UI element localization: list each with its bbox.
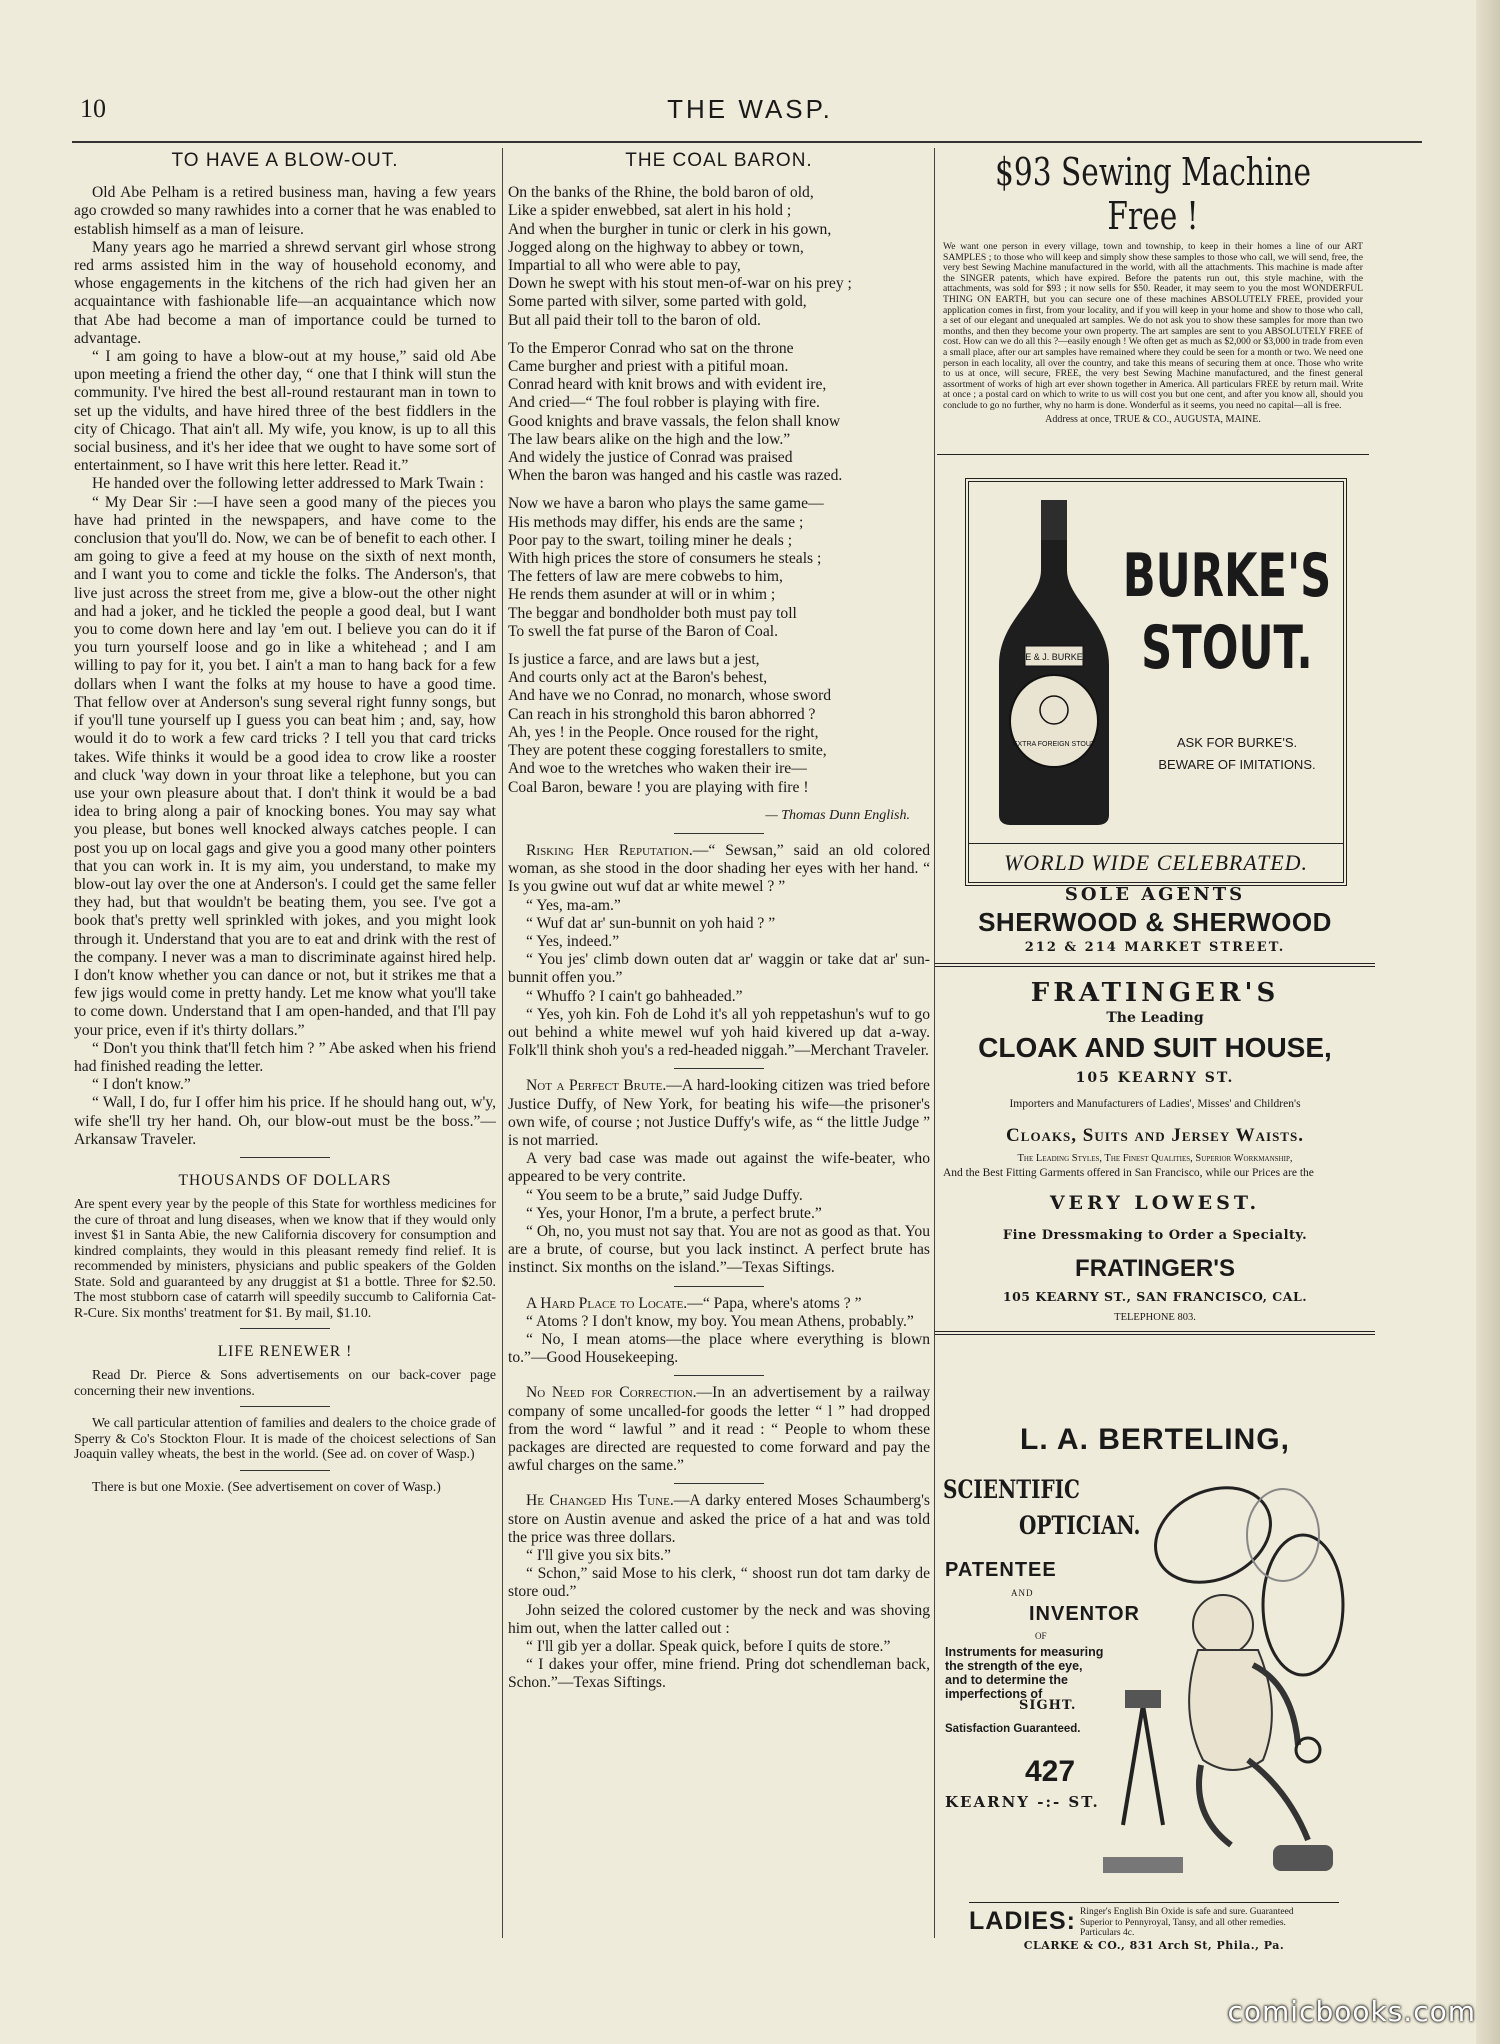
fratinger-address: 105 KEARNY ST.: [1075, 1070, 1235, 1086]
anecdote: [508, 1077, 930, 1277]
poem-line: Like a spider enwebbed, sat alert in his hold ;: [508, 202, 792, 220]
page-header: [80, 94, 1420, 134]
berteling-name: L. A. BERTELING,: [1020, 1423, 1290, 1456]
anecdote: [508, 1295, 930, 1368]
poem-line: And widely the justice of Conrad was praised: [508, 449, 793, 467]
fratinger-name2: FRATINGER'S: [1075, 1255, 1235, 1282]
berteling-sight: SIGHT.: [1019, 1698, 1077, 1713]
burke-beware-text: BEWARE OF IMITATIONS.: [1158, 757, 1316, 772]
anecdote-paragraph: [508, 1295, 930, 1313]
anecdote-paragraph: [508, 842, 930, 897]
poem-line: On the banks of the Rhine, the bold baron of old,: [508, 184, 814, 202]
poem-line: His methods may differ, his ends are the same ;: [508, 513, 804, 531]
sherwood-name: SHERWOOD & SHERWOOD: [978, 907, 1332, 937]
burke-ask: [1137, 732, 1337, 776]
berteling-inventor: INVENTOR: [1029, 1603, 1140, 1625]
anecdote-heading: No Need for Correction.: [526, 1384, 697, 1402]
column-ads: [935, 148, 1375, 1958]
anecdote-paragraph: “ Schon,” said Mose to his clerk, “ shoost run dot tam darky de store oud.”: [508, 1565, 930, 1601]
anecdote-paragraph: “ I'll gib yer a dollar. Speak quick, before I quits de store.”: [526, 1638, 891, 1656]
ladies-text: Ringer's English Bin Oxide is safe and sure. Guaranteed Superior to Pennyroyal, Tansy, and all other remedies. Particulars 4c.: [1080, 1907, 1294, 1938]
poem-stanza: [508, 651, 930, 797]
bottle-sub-text: EXTRA FOREIGN STOUT: [1012, 741, 1096, 748]
poem-line: The law bears alike on the high and the low.”: [508, 430, 791, 448]
divider: [674, 1483, 764, 1484]
ladies-word: LADIES:: [969, 1907, 1076, 1935]
anecdote-text: —A darky entered Moses Schaumberg's store on Austin avenue and asked the price of a hat and was told the price was three dollars.: [508, 1492, 930, 1546]
burke-slogan: WORLD WIDE CELEBRATED.: [969, 843, 1343, 876]
anecdote-paragraph: [508, 1384, 930, 1475]
poem-line: When the baron was hanged and his castle was razed.: [508, 467, 843, 485]
divider: [674, 1375, 764, 1376]
anecdote-paragraph: “ Oh, no, you must not say that. You are not as good as that. You are a brute, of course, but you lack instinct. A perfect brute has instinct. Six months on the island.”—Texas Siftings.: [508, 1222, 930, 1277]
ad-divider: [935, 1331, 1375, 1335]
anecdote: [508, 1492, 930, 1692]
anecdote-paragraph: “ You jes' climb down outen dat ar' waggin or take dat ar' sun-bunnit offen you.”: [508, 951, 930, 987]
paragraph: “ Wall, I do, fur I offer him his price. If he should hang out, w'y, wife she'll try her hand. Oh, our blow-out must be the boss.”—Arkansaw Traveler.: [74, 1094, 496, 1148]
fratinger-title: FRATINGER'S: [1030, 978, 1280, 1008]
poem-line: Now we have a baron who plays the same game—: [508, 495, 824, 513]
page-edge: [1476, 0, 1500, 2044]
cherub-with-lenses-icon: [1103, 1465, 1363, 1885]
column-middle: [508, 148, 930, 1938]
paragraph: He handed over the following letter addressed to Mark Twain :: [92, 475, 484, 493]
poem-line: And woe to the wretches who waken their ire—: [508, 760, 807, 778]
anecdote-text: —In an advertisement by a railway company of some uncalled-for goods the letter “ l ” had dropped from the word “ lawful ” and it read : “ People to whom these packages are directed are requested to come forward and pay the awful charges on the same.”: [508, 1384, 930, 1475]
ad-berteling: [935, 1423, 1375, 1943]
berteling-scientific: SCIENTIFIC: [943, 1475, 1080, 1504]
ad-sewing-machine: [937, 150, 1369, 455]
poem-line: Conrad heard with knit brows and with evident ire,: [508, 376, 827, 394]
anecdote-paragraph: [508, 1492, 930, 1547]
berteling-optician: OPTICIAN.: [1019, 1511, 1141, 1540]
berteling-satisfaction: Satisfaction Guaranteed.: [945, 1723, 1081, 1735]
anecdote-paragraph: John seized the colored customer by the neck and was shoving him out, when the latter called out :: [508, 1601, 930, 1637]
divider: [240, 1157, 330, 1158]
poem-stanza: [508, 495, 930, 641]
burke-ask-text: ASK FOR BURKE'S.: [1176, 735, 1298, 750]
anecdote-paragraph: A very bad case was made out against the wife-beater, who appeared to be very contrite.: [508, 1150, 930, 1186]
fratinger-styles: The Leading Styles, The Finest Qualities, Superior Workmanship,: [1017, 1153, 1293, 1164]
anecdote-heading: He Changed His Tune.: [526, 1492, 674, 1510]
berteling-and: AND: [1011, 1588, 1034, 1598]
paragraph: “ I don't know.”: [92, 1076, 191, 1094]
sherwood-agents: SOLE AGENTS: [1064, 884, 1246, 905]
anecdote-heading: Not a Perfect Brute.: [526, 1077, 667, 1095]
burke-line2: STOUT.: [1141, 613, 1313, 683]
watermark: comicbooks.com: [1227, 1995, 1476, 2028]
poem-line: To swell the fat purse of the Baron of Coal.: [508, 622, 778, 640]
thousands-text: Are spent every year by the people of this State for worthless medicines for the cure of throat and lung diseases, when we know that if they would only invest $1 in Santa Abie, the new California discovery for consumption and kindred complaints, they would in this pleasant remedy find relief. It is recommended by ministers, physicians and public speakers of the Golden State. Sold and guaranteed by any druggist at $1 a bottle. Three for $2.50. The most stubborn case of catarrh will speedily succumb to California Cat-R-Cure. Six months' treatment for $1. By mail, $1.10.: [74, 1196, 496, 1320]
poem-line: Ah, yes ! in the People. Once roused for the right,: [508, 723, 819, 741]
poem-line: And when the burgher in tunic or clerk in his gown,: [508, 220, 832, 238]
divider: [674, 1068, 764, 1069]
poem-line: The fetters of law are mere cobwebs to him,: [508, 568, 783, 586]
poem-line: The beggar and bondholder both must pay toll: [508, 604, 797, 622]
poem-line: And courts only act at the Baron's behest,: [508, 669, 768, 687]
bottle-label-text: E & J. BURKE: [1025, 652, 1083, 662]
anecdote-heading: A Hard Place to Locate.: [526, 1294, 688, 1312]
poem-stanza: [508, 184, 930, 330]
fratinger-address2: 105 KEARNY ST., SAN FRANCISCO, CAL.: [1002, 1289, 1308, 1304]
anecdote-paragraph: “ Yes, ma-am.”: [526, 896, 621, 914]
anecdote-paragraph: “ I'll give you six bits.”: [526, 1547, 671, 1565]
anecdote-paragraph: “ Wuf dat ar' sun-bunnit on yoh haid ? ”: [526, 914, 776, 932]
anecdote-paragraph: “ No, I mean atoms—the place where everything is blown to.”—Good Housekeeping.: [508, 1330, 930, 1367]
poem-line: To the Emperor Conrad who sat on the throne: [508, 339, 794, 357]
sewing-ad-body: We want one person in every village, town and township, to keep in their homes a line of our ART SAMPLES ; to those who will keep and simply show these samples to those who call, we will send, free, the very best Sewing Machine manufactured in the world, with all the attachments. This machine is made after the SINGER patents, which have expired. Before the patents run out, this style machine, with the attachments, was sold for $93 ; it now sells for $50. Reader, it may seem to you the most WONDERFUL THING ON EARTH, but you can secure one of these machines ABSOLUTELY FREE, provided your application comes in first, from your locality, and if you will keep in your home and show to those who call, a set of our elegant and unequaled art samples. We do not ask you to show these samples for more than two months, and then they become your own property. The art samples are sent to you ABSOLUTELY FREE of cost. How can we do all this ?—easily enough ! We often get as much as $2,000 or $3,000 in trade from even a small place, after our art samples have remained where they could be seen for a month or two. We need one person in each locality, all over the country, and take this means of securing them at once. Those who write to us at once, will secure, FREE, the very best Sewing Machine manufactured, and the finest general assortment of works of high art ever shown together in America. All particulars FREE by return mail. Write at once ; a postal card on which to write to us will cost you but one cent, and after you know all, should you conclude to go no further, why no harm is done. Wonderful as it seems, you need no capital—all is free.: [943, 241, 1363, 411]
divider: [674, 833, 764, 834]
berteling-street: KEARNY -:- ST.: [945, 1793, 1100, 1811]
divider: [674, 1286, 764, 1287]
sewing-ad-title: $93 Sewing Machine Free !: [995, 150, 1311, 238]
ad-divider: [935, 963, 1375, 967]
anecdote-text: —“ Papa, where's atoms ? ”: [687, 1294, 862, 1312]
anecdote-text: —A hard-looking citizen was tried before Justice Duffy, of New York, for beating his wife—the prisoner's own wife, of course ; not Justice Duffy's wife, as “ the little Judge ” is not married.: [508, 1077, 930, 1149]
anecdotes: [508, 842, 930, 1693]
poem-stanza: [508, 340, 930, 486]
sherwood-address: 212 & 214 MARKET STREET.: [1024, 940, 1286, 955]
moxie-text: There is but one Moxie. (See advertisement on cover of Wasp.): [92, 1478, 441, 1494]
poem-line: He rends them asunder at will or in whim ;: [508, 586, 776, 604]
ad-burkes-stout: [965, 478, 1347, 886]
column-left: [74, 148, 496, 1938]
paragraph: Old Abe Pelham is a retired business man, having a few years ago crowded so many rawhides into a corner that he was enabled to establish himself as a man of leisure.: [74, 184, 496, 238]
burke-wordmark: [1119, 540, 1335, 684]
renewer-title: LIFE RENEWER !: [217, 1343, 353, 1361]
fratinger-leading: The Leading: [1106, 1010, 1204, 1026]
poem-line: Came burgher and priest with a pitiful moan.: [508, 358, 789, 376]
fratinger-importers: Importers and Manufacturers of Ladies', Misses' and Children's: [1009, 1098, 1301, 1110]
poem-line: They are potent these cogging forestallers to smite,: [508, 742, 827, 760]
ad-fratinger: [935, 978, 1375, 1343]
poem-line: Coal Baron, beware ! you are playing with fire !: [508, 778, 809, 796]
ad-ladies: [969, 1902, 1339, 1952]
anecdote-paragraph: “ Whuffo ? I cain't go bahheaded.”: [526, 987, 743, 1005]
poem-body: [508, 184, 930, 797]
ladies-clarke: CLARKE & CO., 831 Arch St, Phila., Pa.: [1023, 1938, 1285, 1952]
article-title-blowout: TO HAVE A BLOW-OUT.: [171, 150, 399, 171]
anecdote: [508, 1384, 930, 1475]
newspaper-title: THE WASP.: [667, 94, 833, 124]
anecdote-paragraph: “ You seem to be a brute,” said Judge Duffy.: [526, 1186, 803, 1204]
sperry-text: We call particular attention of families and dealers to the choice grade of Sperry & Co's Stockton Flour. It is made of the choicest selections of San Joaquin valley wheats, the best in the world. (See ad. on cover of Wasp.): [74, 1415, 496, 1462]
fratinger-cloaks: Cloaks, Suits and Jersey Waists.: [1006, 1125, 1304, 1146]
page-number: 10: [80, 94, 106, 123]
poem-line: Poor pay to the swart, toiling miner he deals ;: [508, 531, 793, 549]
poem-attribution: — Thomas Dunn English.: [765, 807, 910, 823]
column-rule: [502, 148, 503, 1938]
anecdote-text: —“ Sewsan,” said an old colored woman, as she stood in the door shading her eyes with her hand. “ Is you gwine out wuf dat ar white mewel ? ”: [508, 841, 930, 896]
anecdote: [508, 842, 930, 1060]
fratinger-telephone: TELEPHONE 803.: [1114, 1312, 1196, 1323]
anecdote-paragraph: “ Atoms ? I don't know, my boy. You mean Athens, probably.”: [526, 1312, 914, 1330]
paragraph: Many years ago he married a shrewd servant girl whose strong red arms assisted him in the way of household economy, and whose engagements in the kitchens of the rich had given her an acquaintance with fashionable life—an acquaintance which now that Abe had become a man of importance could be turned to advantage.: [74, 238, 496, 347]
poem-line: Some parted with silver, some parted with gold,: [508, 293, 807, 311]
stout-bottle-icon: [989, 496, 1119, 826]
anecdote-paragraph: “ Yes, indeed.”: [526, 932, 620, 950]
anecdote-heading: Risking Her Reputation.: [526, 841, 693, 859]
berteling-instruments: Instruments for measuring the strength of the eye, and to determine the imperfections of: [945, 1645, 1104, 1701]
fratinger-lowest: VERY LOWEST.: [1049, 1192, 1261, 1214]
poem-line: Good knights and brave vassals, the felon shall know: [508, 412, 841, 430]
fratinger-best: And the Best Fitting Garments offered in San Francisco, while our Prices are the: [943, 1167, 1314, 1179]
header-rule: [72, 141, 1422, 143]
berteling-of: OF: [1035, 1631, 1047, 1641]
poem-line: Down he swept with his stout men-of-war on his prey ;: [508, 275, 852, 293]
ad-sherwood: [935, 884, 1375, 975]
paragraph: “ My Dear Sir :—I have seen a good many of the pieces you have had printed in the newspapers, and have come to the conclusion that you'll do. Now, we can be of benefit to each other. I am going to give a feed at my house on the sixth of next month, and I want you to come and tickle the folks. The Anderson's, that live just across the street from me, give a blow-out the other night and had a joker, and he tickled the people a good deal, but I want you to come down here and lay 'em out. I believe you can do it if you turn yourself loose and go in like a whitehead ; and I am willing to pay for it, you bet. I ain't a man to hang back for a few dollars when I want the folks at my house to have a good time. That fellow over at Anderson's sung several right funny songs, but if you'll tune yourself up I guess you can beat him ; and, say, how would it do to work a few card tricks ? I tell you that card tricks takes. Wife thinks it would be a good idea to crow like a rooster and cluck 'way down in your throat like a telephone, but you can use your own pleasure about that. I don't think it would be a bad idea to bring along a pair of knocking bones. You may say what you please, but bones well knocked always catches people. I can post you up on local gags and give you a good many other pointers that you can work in. It is my aim, you understand, to make my blow-out lay over the one at Anderson's. I could get the same feller they had, but that wouldn't be beating them, you see. I've got a book that's pretty well sprinkled with jokes, and you might look through it. Understand that you are to eat and drink with the rest of the company. I never was a man to discriminate against hired help. I don't know whether you can dance or not, but it strikes me that a few jigs would come in pretty handy. Let me know what you'll take to come down. Understand that I am open-handed, and that I'll pay your price, even if it's thirty dollars.”: [74, 493, 496, 1039]
divider: [240, 1406, 330, 1407]
burke-line1: BURKE'S: [1122, 541, 1332, 611]
thousands-title: THOUSANDS OF DOLLARS: [178, 1171, 392, 1189]
berteling-number: 427: [1025, 1755, 1076, 1788]
anecdote-paragraph: “ I dakes your offer, mine friend. Pring dot schendleman back, Schon.”—Texas Siftings.: [508, 1656, 930, 1692]
anecdote-paragraph: [508, 1077, 930, 1150]
poem-line: Is justice a farce, and are laws but a jest,: [508, 651, 760, 669]
poem-line: And have we no Conrad, no monarch, whose sword: [508, 687, 832, 705]
paragraph: “ Don't you think that'll fetch him ? ” Abe asked when his friend had finished reading the letter.: [74, 1039, 496, 1075]
berteling-patentee: PATENTEE: [945, 1559, 1057, 1581]
poem-line: Jogged along on the highway to abbey or town,: [508, 238, 804, 256]
poem-line: But all paid their toll to the baron of old.: [508, 311, 761, 329]
renewer-text: Read Dr. Pierce & Sons advertisements on our back-cover page concerning their new inventions.: [74, 1367, 496, 1398]
divider: [240, 1328, 330, 1329]
sewing-ad-address: Address at once, TRUE & CO., AUGUSTA, MAINE.: [1045, 413, 1261, 425]
fratinger-dressmaking: Fine Dressmaking to Order a Specialty.: [1002, 1228, 1308, 1243]
poem-line: Can reach in his stronghold this baron abhorred ?: [508, 705, 816, 723]
poem-title: THE COAL BARON.: [625, 150, 813, 171]
poem-line: And cried—“ The foul robber is playing with fire.: [508, 394, 820, 412]
poem-line: Impartial to all who were able to pay,: [508, 257, 741, 275]
anecdote-paragraph: “ Yes, your Honor, I'm a brute, a perfect brute.”: [526, 1204, 822, 1222]
article-body-blowout: [74, 184, 496, 1149]
anecdote-paragraph: “ Yes, yoh kin. Foh de Lohd it's all yoh reppetashun's wuf to go out behind a white mewel wuf yoh haid kivered up dat a-way. Folk'll think shoh you's a red-headed niggah.”—Merchant Traveler.: [508, 1005, 930, 1060]
poem-line: With high prices the store of consumers he steals ;: [508, 550, 822, 568]
paragraph: “ I am going to have a blow-out at my house,” said old Abe upon meeting a friend the other day, “ one that I think will stun the community. I've hired the best all-round restaurant man in town to set up the vidults, and have hired three of the best fiddlers in the city of Chicago. That ain't all. My wife, you know, is up to all this social business, and it's her idee that we ought to have some sort of entertainment, so I have writ this here letter. Read it.”: [74, 348, 496, 475]
fratinger-house: CLOAK AND SUIT HOUSE,: [978, 1032, 1332, 1063]
divider: [240, 1470, 330, 1471]
